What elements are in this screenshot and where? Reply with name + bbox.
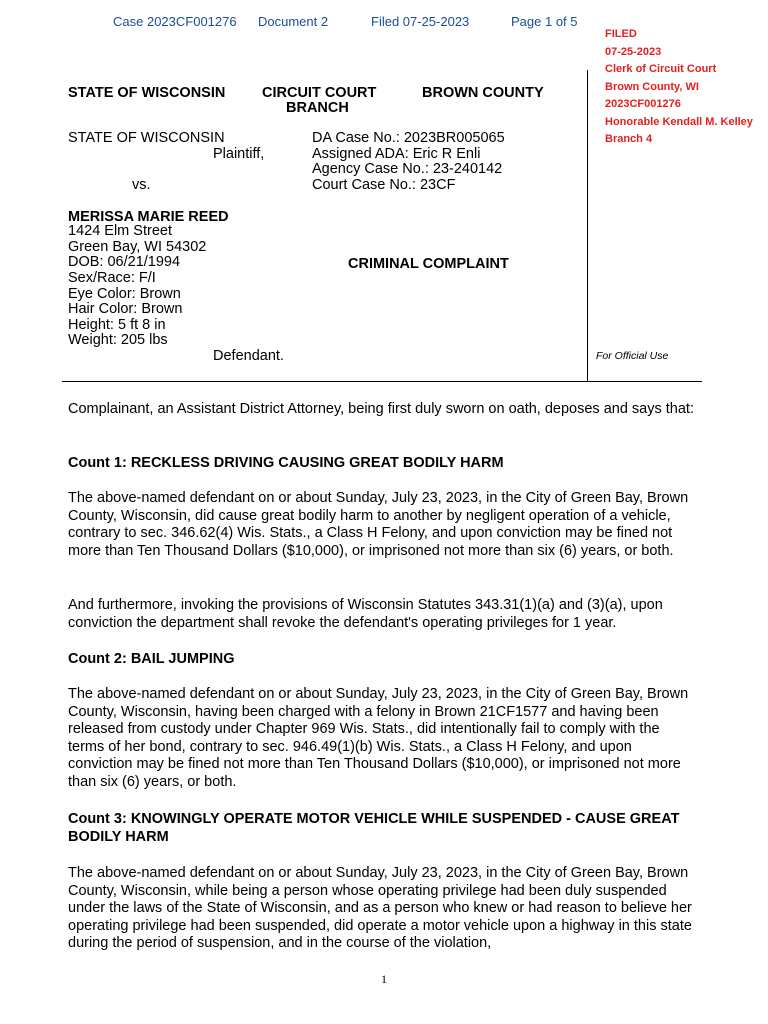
- count-1-heading: Count 1: RECKLESS DRIVING CAUSING GREAT BODILY HARM: [68, 455, 504, 471]
- vertical-divider: [587, 70, 588, 382]
- filed-stamp-line: Brown County, WI: [605, 80, 699, 93]
- count-1-revocation: And furthermore, invoking the provisions of Wisconsin Statutes 343.31(1)(a) and (3)(a), upon conviction the department shall revoke the defendant's operating privileges for 1 year.: [68, 597, 663, 631]
- count-1-text: The above-named defendant on or about Sunday, July 23, 2023, in the City of Green Bay, Brown County, Wisconsin, did cause great bodily harm to another by negligent operation of a vehicle, contrary to sec. 346.62(4) Wis. Stats., a Class H Felony, and upon conviction may be fined not more than Ten Thousand Dollars ($10,000), or imprisoned not more than six (6) years, or both.: [68, 490, 689, 559]
- document-number: Document 2: [258, 14, 329, 29]
- official-use-label: For Official Use: [596, 350, 669, 362]
- defendant-dob: DOB: 06/21/1994: [68, 254, 181, 270]
- versus: vs.: [132, 177, 151, 193]
- count-2-text: The above-named defendant on or about Sunday, July 23, 2023, in the City of Green Bay, Brown County, Wisconsin, having been charged with a felony in Brown 21CF1577 and having been released from custody under Chapter 969 Wis. Stats., did intentionally fail to comply with the terms of her bond, contrary to sec. 946.49(1)(b) Wis. Stats., a Class H Felony, and upon conviction may be fined not more than Ten Thousand Dollars ($10,000), or imprisoned not more than six (6) years, or both.: [68, 686, 689, 790]
- count-3-text: The above-named defendant on or about Sunday, July 23, 2023, in the City of Green Bay, Brown County, Wisconsin, while being a person whose operating privilege had been duly suspended under the laws of the State of Wisconsin, and as a person who knew or had reason to believe her operating privilege had been suspended, did operate a motor vehicle upon a highway in this state during the period of suspension, and in the course of the violation,: [68, 865, 692, 951]
- plaintiff-role: Plaintiff,: [213, 146, 265, 162]
- page-indicator: Page 1 of 5: [511, 14, 578, 29]
- defendant-weight: Weight: 205 lbs: [68, 332, 168, 348]
- court-county: BROWN COUNTY: [422, 85, 544, 101]
- agency-case-number: Agency Case No.: 23-240142: [312, 161, 503, 177]
- filed-stamp-line: 07-25-2023: [605, 45, 662, 58]
- court-case-number: Court Case No.: 23CF: [312, 177, 456, 193]
- document-type: CRIMINAL COMPLAINT: [348, 256, 509, 272]
- court-branch: BRANCH: [286, 100, 349, 116]
- count-3-heading: Count 3: KNOWINGLY OPERATE MOTOR VEHICLE WHILE SUSPENDED - CAUSE GREAT BODILY HARM: [68, 811, 680, 845]
- defendant-city: Green Bay, WI 54302: [68, 239, 207, 255]
- caption-divider: [62, 381, 702, 382]
- da-case-number: DA Case No.: 2023BR005065: [312, 130, 505, 146]
- court-state: STATE OF WISCONSIN: [68, 85, 226, 101]
- case-number: Case 2023CF001276: [113, 14, 237, 29]
- filed-stamp-line: Clerk of Circuit Court: [605, 63, 717, 75]
- assigned-ada: Assigned ADA: Eric R Enli: [312, 146, 481, 162]
- defendant-eye-color: Eye Color: Brown: [68, 286, 181, 302]
- defendant-hair-color: Hair Color: Brown: [68, 301, 183, 317]
- defendant-name: MERISSA MARIE REED: [68, 209, 229, 225]
- filed-stamp-line: Honorable Kendall M. Kelley: [605, 115, 753, 128]
- defendant-address: 1424 Elm Street: [68, 223, 172, 239]
- court-name: CIRCUIT COURT: [262, 85, 377, 101]
- filed-stamp-line: FILED: [605, 28, 637, 40]
- filed-stamp: [605, 26, 765, 148]
- count-2-heading: Count 2: BAIL JUMPING: [68, 651, 235, 667]
- plaintiff-name: STATE OF WISCONSIN: [68, 130, 225, 146]
- filed-stamp-line: Branch 4: [605, 132, 653, 145]
- page-number: 1: [381, 972, 387, 986]
- filed-date: Filed 07-25-2023: [371, 14, 470, 29]
- defendant-height: Height: 5 ft 8 in: [68, 317, 166, 333]
- intro-paragraph: Complainant, an Assistant District Attorney, being first duly sworn on oath, deposes and says that:: [68, 401, 694, 417]
- filed-stamp-line: 2023CF001276: [605, 98, 681, 110]
- defendant-role: Defendant.: [213, 348, 284, 364]
- defendant-sex-race: Sex/Race: F/I: [68, 270, 156, 286]
